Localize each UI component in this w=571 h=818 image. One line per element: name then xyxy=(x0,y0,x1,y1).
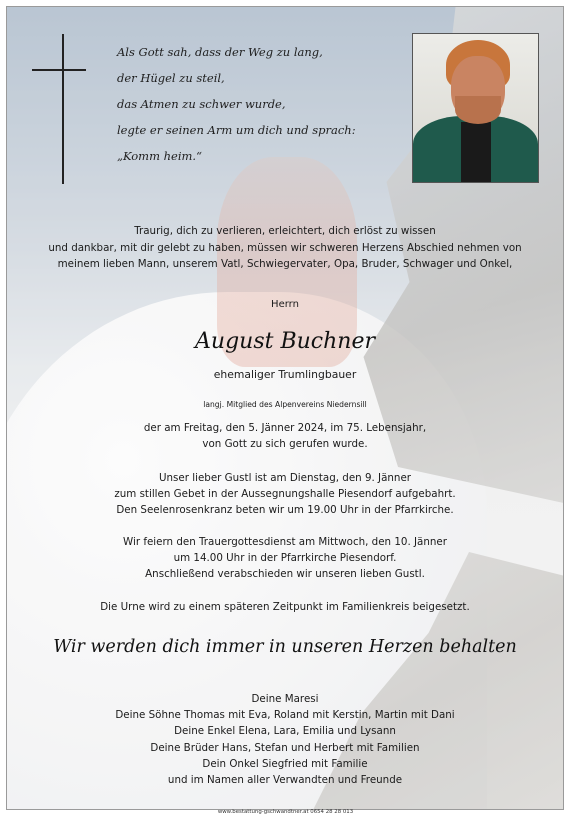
mourner-line: Deine Brüder Hans, Stefan und Herbert mit Familien xyxy=(150,741,420,754)
mourner-line: Deine Enkel Elena, Lara, Emilia und Lysann xyxy=(174,725,396,738)
mourner-line: und im Namen aller Verwandten und Freunde xyxy=(167,774,403,787)
mourner-line: Deine Maresi xyxy=(251,693,319,705)
urn-notice: Die Urne wird zu einem späteren Zeitpunkt im Familienkreis beigesetzt. xyxy=(100,601,470,613)
membership-note: langj. Mitglied des Alpenvereins Niedernsill xyxy=(203,400,367,409)
mourner-line: Deine Söhne Thomas mit Eva, Roland mit Kerstin, Martin mit Dani xyxy=(115,709,455,722)
intro-text: Traurig, dich zu verlieren, erleichtert, dich erlöst zu wissen und dankbar, mit dir gelebt zu haben, müssen wir schweren Herzens Abschied nehmen von meinem lieben Mann, unserem Vatl, Schwiegervater, Opa, Bruder, Schwager und Onkel, xyxy=(48,225,522,270)
obituary-page xyxy=(6,6,564,810)
salutation: Herrn xyxy=(271,299,299,310)
deceased-name: August Buchner xyxy=(195,329,375,354)
poem xyxy=(117,39,397,169)
poem-line: der Hügel zu steil, xyxy=(117,71,225,85)
death-notice: der am Freitag, den 5. Jänner 2024, im 75. Lebensjahr, von Gott zu sich gerufen wurde. xyxy=(143,422,427,450)
deceased-role: ehemaliger Trumlingbauer xyxy=(213,368,357,381)
poem-line: legte er seinen Arm um dich und sprach: xyxy=(117,123,356,137)
portrait-photo xyxy=(412,33,539,183)
poem-line: das Atmen zu schwer wurde, xyxy=(117,97,286,111)
poem-line: „Komm heim.“ xyxy=(117,149,202,163)
footer-contact: www.bestattung-gschwandtner.at 0654 28 28 013 xyxy=(217,809,354,815)
motto: Wir werden dich immer in unseren Herzen behalten xyxy=(53,637,517,657)
mourner-line: Dein Onkel Siegfried mit Familie xyxy=(202,757,368,770)
wake-notice: Unser lieber Gustl ist am Dienstag, den 9. Jänner zum stillen Gebet in der Aussegnungshalle Piesendorf aufgebahrt. Den Seelenrosenkranz beten wir um 19.00 Uhr in der Pfarrkirche. xyxy=(114,472,456,516)
funeral-notice: Wir feiern den Trauergottesdienst am Mittwoch, den 10. Jänner um 14.00 Uhr in der Pfarrkirche Piesendorf. Anschließend verabschieden wir unseren lieben Gustl. xyxy=(123,536,447,580)
cross-icon xyxy=(62,34,64,184)
mourners-list xyxy=(7,691,563,788)
cross-icon-bar xyxy=(32,69,86,71)
poem-line: Als Gott sah, dass der Weg zu lang, xyxy=(117,45,323,59)
